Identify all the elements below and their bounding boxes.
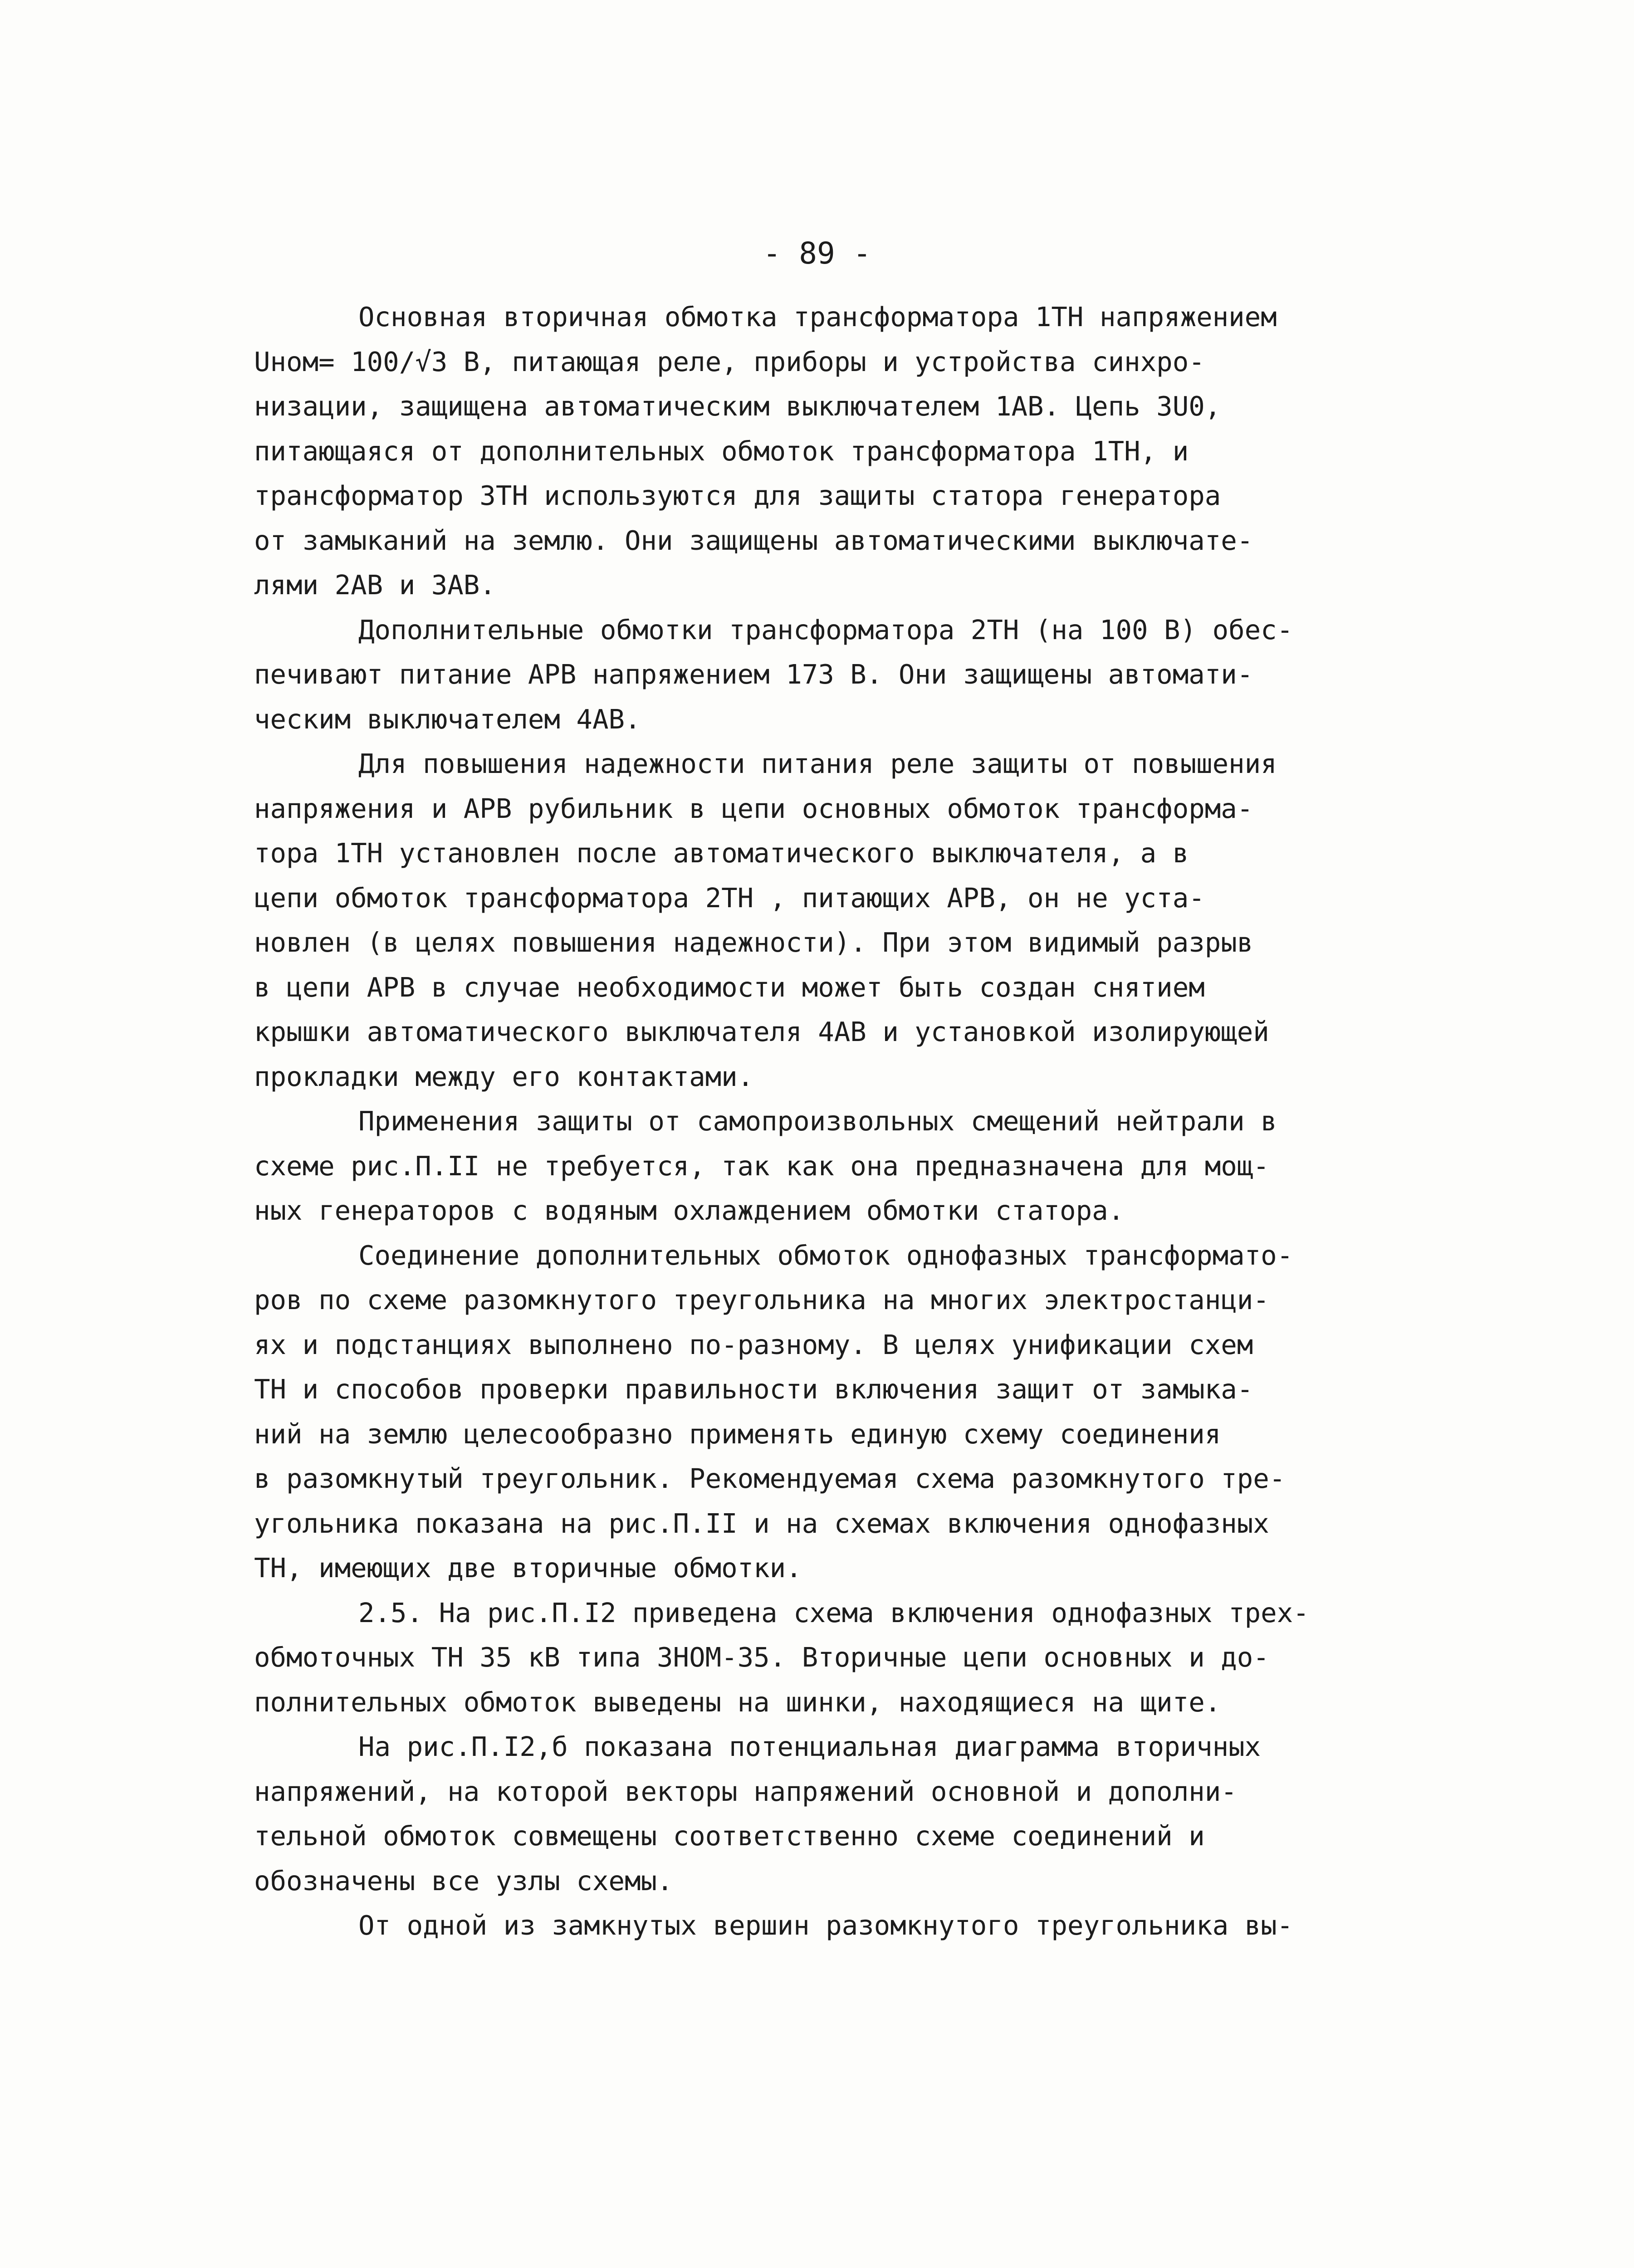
text-line: напряжения и АРВ рубильник в цепи основных обмоток трансформа- bbox=[254, 792, 1253, 824]
text-line: ях и подстанциях выполнено по-разному. В целях унификации схем bbox=[254, 1329, 1253, 1360]
text-line: в цепи АРВ в случае необходимости может быть создан снятием bbox=[254, 971, 1205, 1003]
text-line: тора 1ТН установлен после автоматического выключателя, а в bbox=[254, 837, 1189, 869]
document-body bbox=[254, 295, 1456, 1948]
text-line: цепи обмоток трансформатора 2ТН , питающих АРВ, он не уста- bbox=[254, 882, 1205, 914]
text-line: в разомкнутый треугольник. Рекомендуемая схема разомкнутого тре- bbox=[254, 1463, 1286, 1494]
text-line: низации, защищена автоматическим выключателем 1АВ. Цепь 3U0, bbox=[254, 391, 1221, 422]
text-line: ров по схеме разомкнутого треугольника на многих электростанци- bbox=[254, 1284, 1269, 1315]
text-line: ний на землю целесообразно применять единую схему соединения bbox=[254, 1418, 1221, 1450]
paragraph-5 bbox=[254, 1233, 1456, 1591]
text-line: Соединение дополнительных обмоток однофазных трансформато- bbox=[358, 1239, 1293, 1271]
text-line: Основная вторичная обмотка трансформатора 1ТН напряжением bbox=[358, 301, 1277, 332]
text-line: новлен (в целях повышения надежности). При этом видимый разрыв bbox=[254, 927, 1253, 958]
paragraph-2 bbox=[254, 608, 1456, 742]
text-line: полнительных обмоток выведены на шинки, находящиеся на щите. bbox=[254, 1686, 1221, 1718]
page-number: - 89 - bbox=[763, 236, 871, 271]
text-line: прокладки между его контактами. bbox=[254, 1061, 754, 1092]
text-line: Применения защиты от самопроизвольных смещений нейтрали в bbox=[358, 1105, 1277, 1137]
paragraph-7 bbox=[254, 1725, 1456, 1903]
text-line: напряжений, на которой векторы напряжений основной и дополни- bbox=[254, 1775, 1237, 1807]
text-line: тельной обмоток совмещены соответственно схеме соединений и bbox=[254, 1820, 1205, 1852]
text-line: ТН, имеющих две вторичные обмотки. bbox=[254, 1552, 802, 1584]
text-line: трансформатор 3ТН используются для защиты статора генератора bbox=[254, 480, 1221, 511]
text-line: ТН и способов проверки правильности включения защит от замыка- bbox=[254, 1374, 1253, 1405]
text-line: Дополнительные обмотки трансформатора 2ТН (на 100 В) обес- bbox=[358, 614, 1293, 645]
text-line: обмоточных ТН 35 кВ типа ЗНОМ-35. Вторичные цепи основных и до- bbox=[254, 1642, 1269, 1673]
text-line: схеме рис.П.II не требуется, так как она предназначена для мощ- bbox=[254, 1150, 1269, 1182]
text-line: печивают питание АРВ напряжением 173 В. Они защищены автомати- bbox=[254, 659, 1253, 690]
text-line: обозначены все узлы схемы. bbox=[254, 1865, 673, 1897]
text-line: Для повышения надежности питания реле защиты от повышения bbox=[358, 748, 1277, 779]
text-line: 2.5. На рис.П.I2 приведена схема включения однофазных трех- bbox=[358, 1597, 1309, 1628]
text-line: ных генераторов с водяным охлаждением обмотки статора. bbox=[254, 1195, 1125, 1226]
paragraph-1 bbox=[254, 295, 1456, 608]
text-line: питающаяся от дополнительных обмоток трансформатора 1ТН, и bbox=[254, 435, 1189, 467]
paragraph-3 bbox=[254, 742, 1456, 1099]
text-line: крышки автоматического выключателя 4АВ и установкой изолирующей bbox=[254, 1016, 1269, 1047]
text-line: угольника показана на рис.П.II и на схемах включения однофазных bbox=[254, 1507, 1269, 1539]
text-line: На рис.П.I2,б показана потенциальная диаграмма вторичных bbox=[358, 1731, 1261, 1762]
text-line: лями 2АВ и 3АВ. bbox=[254, 569, 496, 601]
text-line: ческим выключателем 4АВ. bbox=[254, 703, 641, 735]
paragraph-6 bbox=[254, 1591, 1456, 1725]
text-line: От одной из замкнутых вершин разомкнутого треугольника вы- bbox=[358, 1910, 1293, 1941]
text-line: Uном= 100/√3 В, питающая реле, приборы и устройства синхро- bbox=[254, 346, 1205, 377]
text-line: от замыканий на землю. Они защищены автоматическими выключате- bbox=[254, 524, 1253, 556]
paragraph-8 bbox=[254, 1903, 1456, 1948]
paragraph-4 bbox=[254, 1099, 1456, 1233]
